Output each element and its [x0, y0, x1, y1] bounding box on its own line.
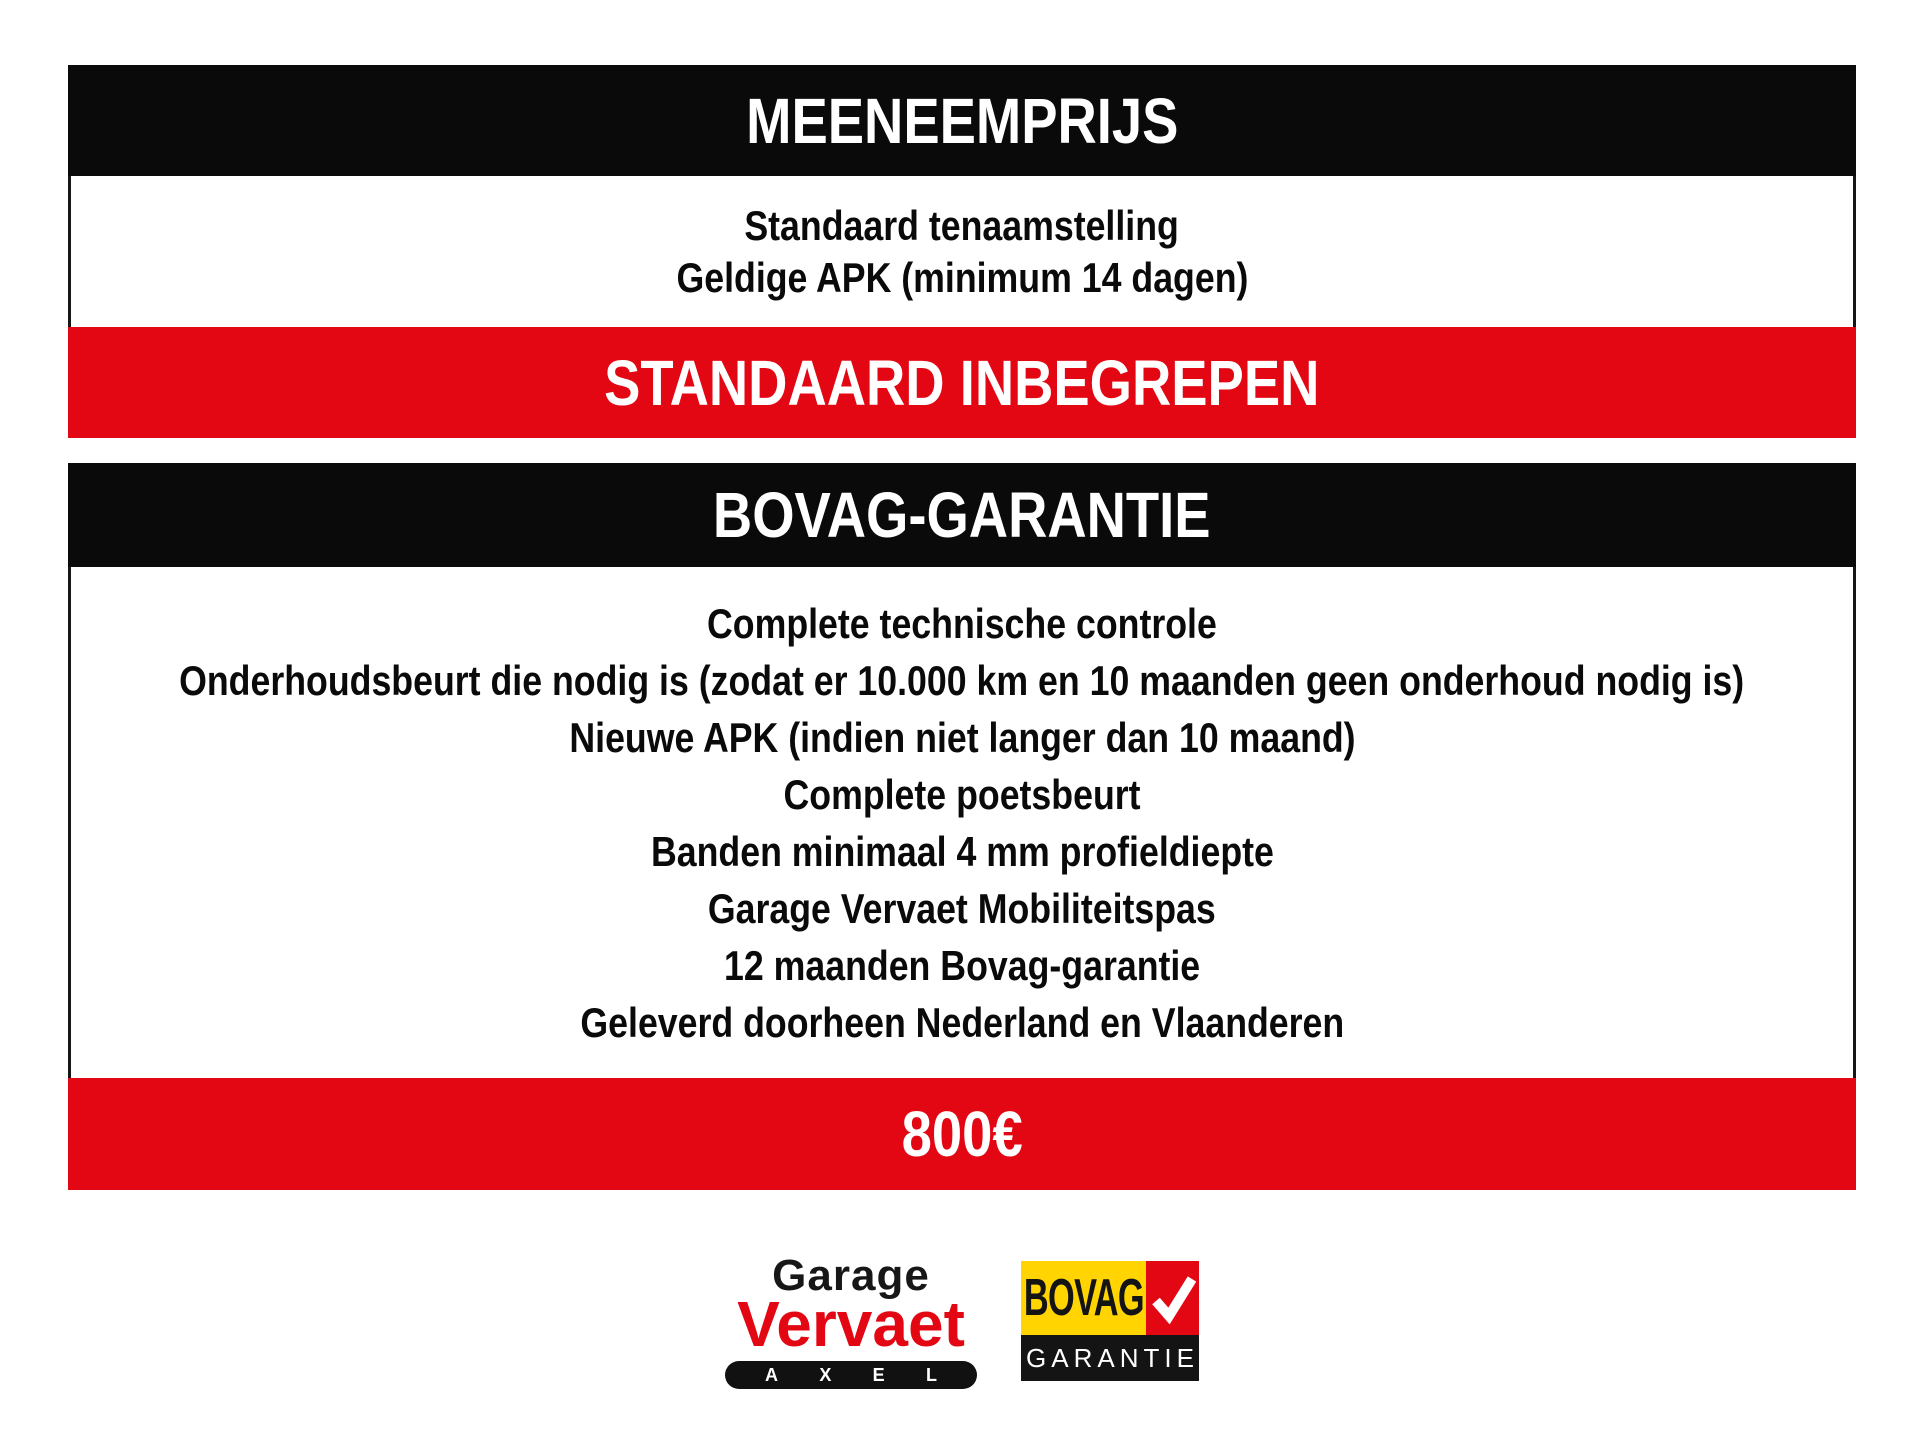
bovag-garantie-text: GARANTIE [1026, 1342, 1199, 1373]
bovag-logo-bottom [1021, 1335, 1199, 1381]
poster-content [68, 65, 1856, 1389]
bovag-garantie-logo [1021, 1261, 1199, 1381]
garage-vervaet-name-text: Vervaet [737, 1288, 965, 1360]
included-item [71, 994, 1853, 1051]
included-item-text: Complete technische controle [707, 599, 1217, 647]
info-line-text: Standaard tenaamstelling [744, 201, 1180, 249]
bovag-brand-text: BOVAG [1023, 1269, 1144, 1327]
info-line-text: Geldige APK (minimum 14 dagen) [676, 253, 1248, 301]
price-text: 800€ [901, 1098, 1023, 1170]
meeneemprijs-title: MEENEEMPRIJS [745, 84, 1179, 157]
included-item [71, 766, 1853, 823]
info-line [71, 200, 1853, 252]
price-banner [68, 1078, 1856, 1190]
bovag-check-block [1146, 1261, 1199, 1335]
bovag-garantie-section [68, 463, 1856, 1190]
included-item-text: Garage Vervaet Mobiliteitspas [708, 884, 1216, 932]
included-item-text: Complete poetsbeurt [783, 770, 1141, 818]
included-item-text: Banden minimaal 4 mm profieldiepte [650, 827, 1274, 875]
garage-vervaet-top-text: Garage [772, 1251, 930, 1300]
included-item [71, 937, 1853, 994]
meeneemprijs-section [68, 65, 1856, 438]
included-item [71, 823, 1853, 880]
included-item-text: Nieuwe APK (indien niet langer dan 10 maand) [568, 713, 1356, 761]
meeneemprijs-body [68, 176, 1856, 327]
bovag-brand-block [1021, 1261, 1146, 1335]
info-line [71, 252, 1853, 304]
bovag-garantie-header [68, 463, 1856, 567]
axel-badge [725, 1361, 977, 1389]
standaard-inbegrepen-banner [68, 327, 1856, 438]
included-item-text: Onderhoudsbeurt die nodig is (zodat er 10.000 km en 10 maanden geen onderhoud nodig is) [179, 656, 1745, 704]
garage-vervaet-logo [725, 1253, 977, 1389]
included-item [71, 880, 1853, 937]
meeneemprijs-header [68, 65, 1856, 176]
included-item [71, 709, 1853, 766]
standaard-inbegrepen-text: STANDAARD INBEGREPEN [604, 346, 1320, 419]
bovag-logo-top [1021, 1261, 1199, 1335]
included-item-text: 12 maanden Bovag-garantie [723, 941, 1201, 989]
axel-letter: A [765, 1364, 778, 1385]
axel-letter: X [819, 1364, 832, 1385]
axel-letter: L [925, 1364, 937, 1385]
bovag-garantie-title: BOVAG-GARANTIE [713, 479, 1211, 551]
included-item-text: Geleverd doorheen Nederland en Vlaanderen [580, 998, 1344, 1046]
checkmark-icon [1148, 1263, 1198, 1333]
axel-letter: E [872, 1364, 885, 1385]
bovag-garantie-body [68, 567, 1856, 1078]
footer-logos [68, 1253, 1856, 1389]
included-item [71, 652, 1853, 709]
included-item [71, 595, 1853, 652]
